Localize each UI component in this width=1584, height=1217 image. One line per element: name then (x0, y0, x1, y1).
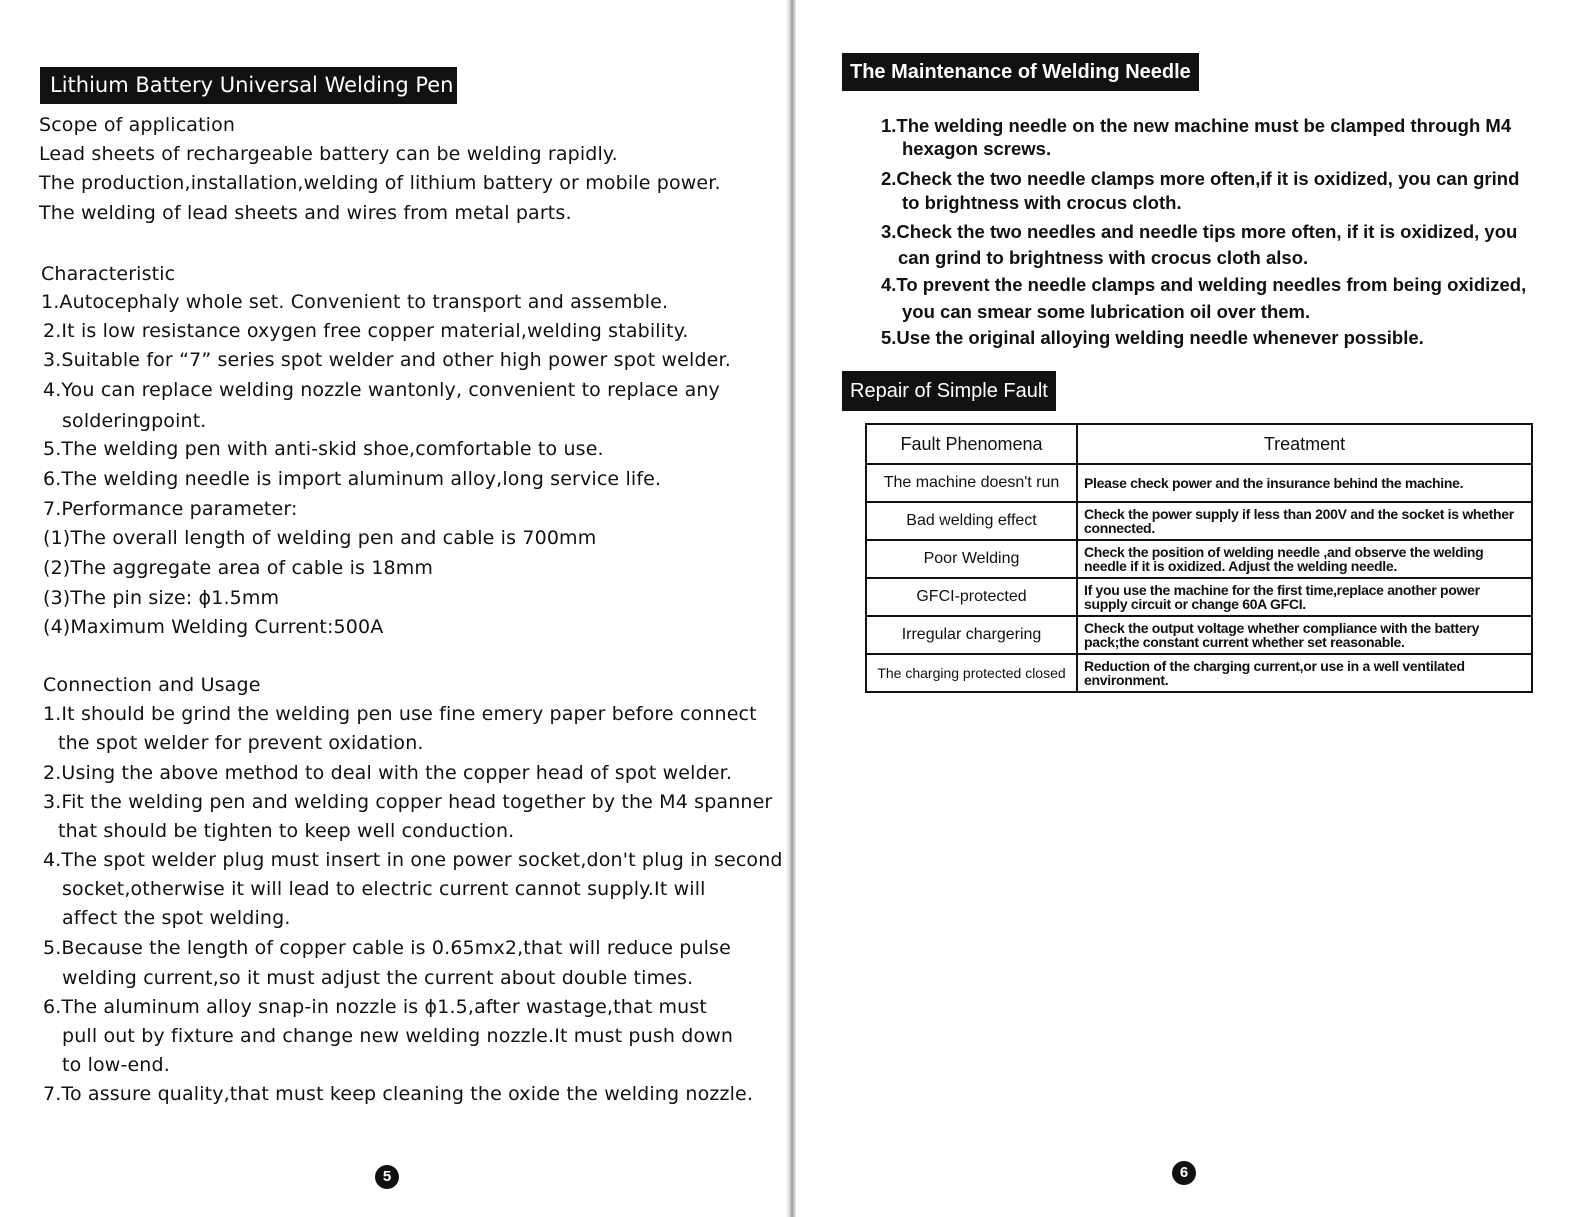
list-item: 3.Check the two needles and needle tips more often, if it is oxidized, you (881, 221, 1518, 242)
page-number: 6 (1172, 1161, 1196, 1185)
list-item: 6.The aluminum alloy snap-in nozzle is ϕ1.5,after wastage,that must (43, 996, 708, 1018)
list-item-continuation: that should be tighten to keep well conduction. (58, 820, 515, 842)
repair-title: Repair of Simple Fault (842, 371, 1056, 411)
parameter-item: (2)The aggregate area of cable is 18mm (43, 557, 434, 579)
list-item: 4.To prevent the needle clamps and welding needles from being oxidized, (881, 274, 1527, 295)
list-item: 4.The spot welder plug must insert in one power socket,don't plug in second (43, 849, 783, 871)
list-item: 7.To assure quality,that must keep cleaning the oxide the welding nozzle. (43, 1083, 754, 1105)
list-item-continuation: to low-end. (62, 1054, 170, 1076)
fault-phenomena-cell: Irregular chargering (866, 616, 1077, 654)
list-item-continuation: pull out by fixture and change new welding nozzle.It must push down (62, 1025, 734, 1047)
list-item-continuation: socket,otherwise it will lead to electric current cannot supply.It will (62, 878, 706, 900)
parameter-item: (4)Maximum Welding Current:500A (43, 616, 384, 638)
list-item: 1.It should be grind the welding pen use fine emery paper before connect (43, 703, 757, 725)
list-item: 5.Use the original alloying welding needle whenever possible. (881, 327, 1424, 348)
fault-phenomena-cell: The machine doesn't run (866, 464, 1077, 502)
parameter-item: (1)The overall length of welding pen and cable is 700mm (43, 527, 597, 549)
list-item: 2.It is low resistance oxygen free copper material,welding stability. (43, 320, 689, 342)
fault-treatment-cell: Check the output voltage whether compliance with the battery pack;the constant current whether set reasonable. (1077, 616, 1532, 654)
fault-table (865, 423, 1533, 693)
list-item: 4.You can replace welding nozzle wantonly, convenient to replace any (43, 379, 720, 401)
list-item-continuation: solderingpoint. (62, 410, 207, 432)
list-item: 7.Performance parameter: (43, 498, 298, 520)
section-heading-scope: Scope of application (39, 114, 236, 136)
text-line: The production,installation,welding of lithium battery or mobile power. (39, 172, 721, 194)
fault-phenomena-cell: The charging protected closed (866, 654, 1077, 692)
list-item: 2.Check the two needle clamps more often,if it is oxidized, you can grind (881, 168, 1520, 189)
table-row (866, 616, 1532, 654)
fault-phenomena-cell: Bad welding effect (866, 502, 1077, 540)
section-heading-connection: Connection and Usage (43, 674, 261, 696)
maintenance-title: The Maintenance of Welding Needle (842, 53, 1199, 91)
table-header-row (866, 424, 1532, 464)
fault-treatment-cell: Please check power and the insurance behind the machine. (1077, 464, 1532, 502)
list-item: 5.Because the length of copper cable is 0.65mx2,that will reduce pulse (43, 937, 731, 959)
table-row (866, 502, 1532, 540)
list-item: 6.The welding needle is import aluminum alloy,long service life. (43, 468, 662, 490)
fault-treatment-cell: Check the power supply if less than 200V and the socket is whether connected. (1077, 502, 1532, 540)
table-row (866, 464, 1532, 502)
table-row (866, 540, 1532, 578)
list-item-continuation: you can smear some lubrication oil over them. (902, 301, 1311, 322)
list-item: 2.Using the above method to deal with the copper head of spot welder. (43, 762, 733, 784)
text-line: The welding of lead sheets and wires from metal parts. (39, 202, 572, 224)
table-header-phenomena: Fault Phenomena (866, 424, 1077, 464)
list-item-continuation: can grind to brightness with crocus cloth also. (898, 247, 1309, 268)
list-item: 3.Fit the welding pen and welding copper head together by the M4 spanner (43, 791, 773, 813)
fault-treatment-cell: Reduction of the charging current,or use in a well ventilated environment. (1077, 654, 1532, 692)
section-heading-characteristic: Characteristic (41, 263, 176, 285)
table-row (866, 578, 1532, 616)
fault-treatment-cell: If you use the machine for the first time,replace another power supply circuit or change 60A GFCI. (1077, 578, 1532, 616)
left-page (0, 0, 790, 1217)
list-item-continuation: hexagon screws. (902, 138, 1052, 159)
page-number: 5 (375, 1165, 399, 1189)
fault-phenomena-cell: GFCI-protected (866, 578, 1077, 616)
list-item-continuation: to brightness with crocus cloth. (902, 192, 1182, 213)
parameter-item: (3)The pin size: ϕ1.5mm (43, 587, 280, 609)
table-header-treatment: Treatment (1077, 424, 1532, 464)
left-page-title: Lithium Battery Universal Welding Pen (40, 67, 457, 104)
list-item: 1.Autocephaly whole set. Convenient to transport and assemble. (41, 291, 669, 313)
text-line: Lead sheets of rechargeable battery can be welding rapidly. (39, 143, 618, 165)
list-item-continuation: affect the spot welding. (62, 907, 291, 929)
table-row (866, 654, 1532, 692)
fault-treatment-cell: Check the position of welding needle ,and observe the welding needle if it is oxidized. Adjust the welding needle. (1077, 540, 1532, 578)
list-item: 3.Suitable for “7” series spot welder and other high power spot welder. (43, 349, 731, 371)
list-item-continuation: welding current,so it must adjust the current about double times. (62, 967, 694, 989)
list-item: 1.The welding needle on the new machine must be clamped through M4 (881, 115, 1512, 136)
list-item-continuation: the spot welder for prevent oxidation. (58, 732, 424, 754)
fault-phenomena-cell: Poor Welding (866, 540, 1077, 578)
list-item: 5.The welding pen with anti-skid shoe,comfortable to use. (43, 438, 604, 460)
